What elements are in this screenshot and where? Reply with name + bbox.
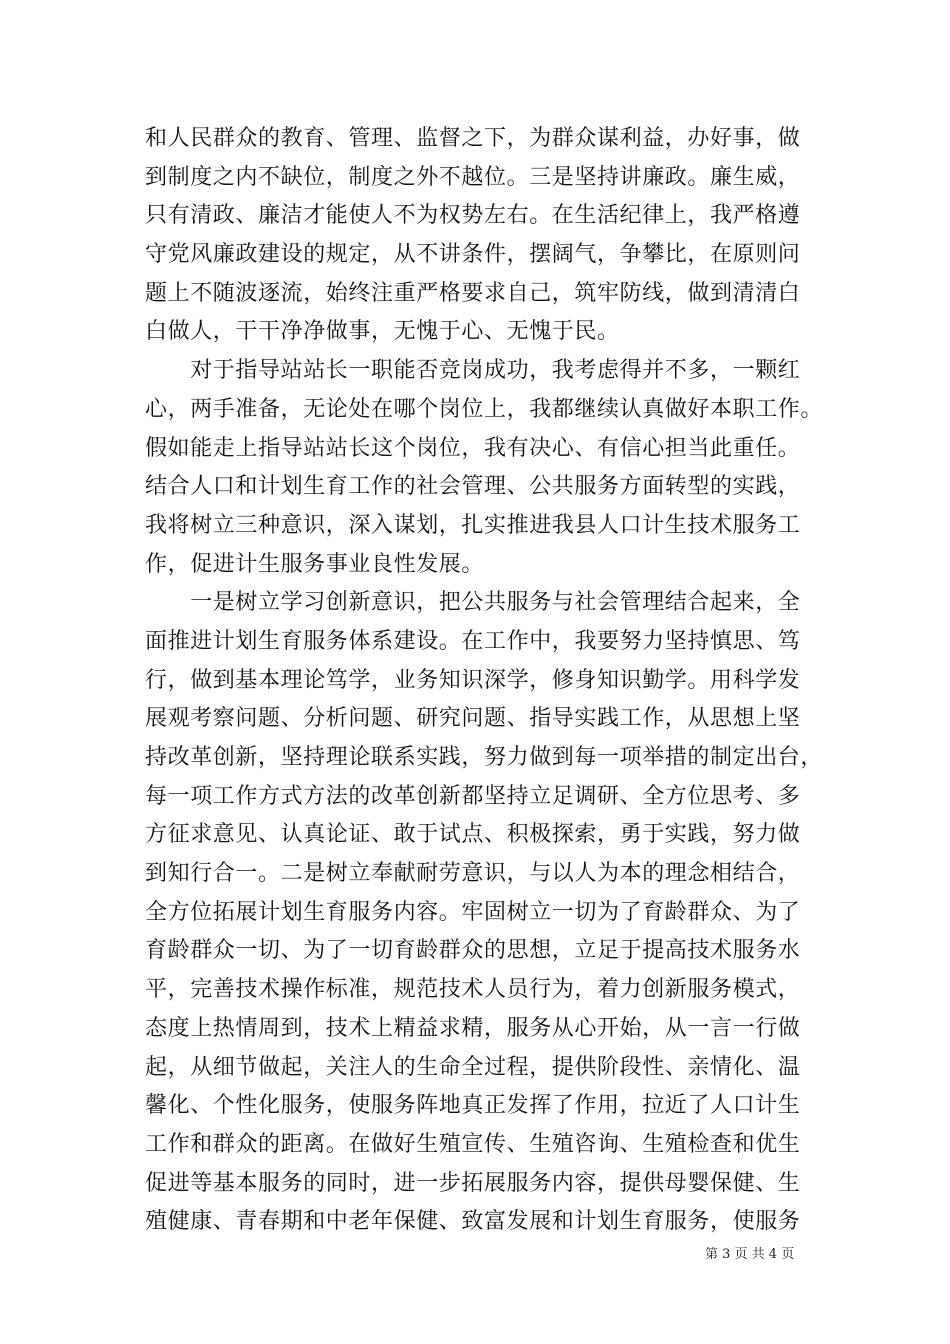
body-text <box>145 120 825 1242</box>
text-line: 和人民群众的教育、管理、监督之下，为群众谋利益，办好事，做 <box>145 126 801 151</box>
text-line: 一是树立学习创新意识，把公共服务与社会管理结合起来，全 <box>145 590 801 616</box>
text-line: 行，做到基本理论笃学，业务知识深学，修身知识勤学。用科学发 <box>145 667 801 693</box>
text-line: 结合人口和计划生育工作的社会管理、公共服务方面转型的实践， <box>145 474 801 500</box>
text-line: 起，从细节做起，关注人的生命全过程，提供阶段性、亲情化、温 <box>145 1054 801 1080</box>
page-number-footer: 第 3 页 共 4 页 <box>705 1247 795 1262</box>
text-line: 心，两手准备，无论处在哪个岗位上，我都继续认真做好本职工作。 <box>145 396 824 422</box>
text-line: 殖健康、青春期和中老年保健、致富发展和计划生育服务，使服务 <box>145 1209 801 1235</box>
text-line: 守党风廉政建设的规定，从不讲条件，摆阔气，争攀比，在原则问 <box>145 242 801 268</box>
text-line: 育龄群众一切、为了一切育龄群众的思想，立足于提高技术服务水 <box>145 938 801 964</box>
text-line: 促进等基本服务的同时，进一步拓展服务内容，提供母婴保健、生 <box>145 1170 801 1196</box>
text-line: 方征求意见、认真论证、敢于试点、积极探索，勇于实践，努力做 <box>145 822 801 848</box>
text-line: 工作和群众的距离。在做好生殖宣传、生殖咨询、生殖检查和优生 <box>145 1131 801 1157</box>
text-line: 每一项工作方式方法的改革创新都坚持立足调研、全方位思考、多 <box>145 783 801 809</box>
text-line: 到制度之内不缺位，制度之外不越位。三是坚持讲廉政。廉生威， <box>145 164 801 190</box>
text-line: 白做人，干干净净做事，无愧于心、无愧于民。 <box>145 319 620 345</box>
text-line: 馨化、个性化服务，使服务阵地真正发挥了作用，拉近了人口计生 <box>145 1093 801 1119</box>
text-line: 态度上热情周到，技术上精益求精，服务从心开始，从一言一行做 <box>145 1015 801 1041</box>
text-line: 作，促进计生服务事业良性发展。 <box>145 551 485 577</box>
text-line: 展观考察问题、分析问题、研究问题、指导实践工作，从思想上坚 <box>145 706 801 732</box>
text-line: 假如能走上指导站站长这个岗位，我有决心、有信心担当此重任。 <box>145 435 801 461</box>
text-line: 对于指导站站长一职能否竞岗成功，我考虑得并不多，一颗红 <box>145 358 801 384</box>
text-line: 我将树立三种意识，深入谋划，扎实推进我县人口计生技术服务工 <box>145 512 801 538</box>
text-line: 全方位拓展计划生育服务内容。牢固树立一切为了育龄群众、为了 <box>145 899 801 925</box>
text-line: 面推进计划生育服务体系建设。在工作中，我要努力坚持慎思、笃 <box>145 628 801 654</box>
text-line: 平，完善技术操作标准，规范技术人员行为，着力创新服务模式， <box>145 977 801 1003</box>
text-line: 到知行合一。二是树立奉献耐劳意识，与以人为本的理念相结合， <box>145 861 801 887</box>
text-line: 持改革创新，坚持理论联系实践，努力做到每一项举措的制定出台， <box>145 745 824 770</box>
text-line: 题上不随波逐流，始终注重严格要求自己，筑牢防线，做到清清白 <box>145 280 801 306</box>
text-line: 只有清政、廉洁才能使人不为权势左右。在生活纪律上，我严格遵 <box>145 203 801 229</box>
